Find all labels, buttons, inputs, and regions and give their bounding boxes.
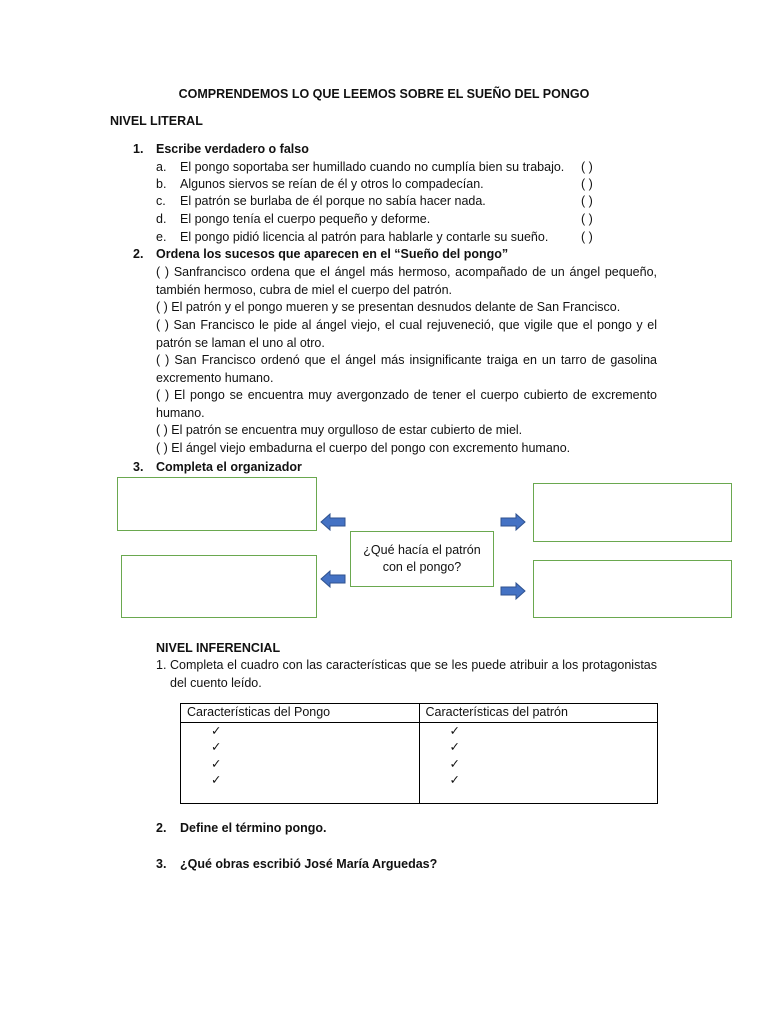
organizer-center-box: [350, 531, 494, 587]
q1-item-letter: a.: [156, 160, 167, 174]
arrow-right-icon: [500, 512, 526, 532]
q2-event: ( ) Sanfrancisco ordena que el ángel más hermoso, acompañado de un ángel pequeño, también hermoso, cubra de miel el cuerpo del patrón.: [156, 265, 657, 297]
check-icon: ✓: [211, 740, 222, 754]
q3-number: 3.: [133, 460, 144, 474]
q1-item-letter: c.: [156, 194, 166, 208]
organizer-box-bottom-left[interactable]: [121, 555, 317, 618]
organizer-center-text: ¿Qué hacía el patrón con el pongo?: [363, 543, 481, 574]
check-icon: ✓: [211, 773, 222, 787]
check-icon: ✓: [449, 756, 460, 771]
q2-heading: Ordena los sucesos que aparecen en el “Sueño del pongo”: [156, 247, 509, 261]
q2-event: ( ) El ángel viejo embadurna el cuerpo del pongo con excremento humano.: [156, 441, 571, 455]
inf3-text: ¿Qué obras escribió José María Arguedas?: [180, 857, 438, 871]
inf2-text: Define el término pongo.: [180, 821, 327, 835]
q2-event: ( ) San Francisco le pide al ángel viejo, el cual rejuveneció, que vigile que el pongo y el patrón se laman el uno al otro.: [156, 318, 657, 350]
q2-event: ( ) El pongo se encuentra muy avergonzado de tener el cuerpo cubierto de excremento humano.: [156, 388, 657, 420]
table-header-row: [181, 704, 658, 723]
table-cell-patron[interactable]: [419, 722, 658, 803]
characteristics-table: [180, 703, 658, 804]
arrow-left-icon: [320, 512, 346, 532]
q1-item-text: El patrón se burlaba de él porque no sabía hacer nada.: [180, 194, 486, 208]
inf1-number: 1.: [156, 658, 167, 672]
table-header-pongo: Características del Pongo: [181, 704, 420, 723]
q2-event: ( ) San Francisco ordenó que el ángel más insignificante traiga en un tarro de gasolina excremento humano.: [156, 353, 657, 385]
q1-item-letter: b.: [156, 177, 167, 191]
section-nivel-literal: NIVEL LITERAL: [110, 114, 203, 128]
check-icon: ✓: [449, 723, 460, 738]
inf1-text: Completa el cuadro con las características que se les puede atribuir a los protagonistas del cuento leído.: [170, 658, 657, 690]
q1-item-letter: e.: [156, 230, 167, 244]
q1-item-letter: d.: [156, 212, 167, 226]
page-title: COMPRENDEMOS LO QUE LEEMOS SOBRE EL SUEÑO DEL PONGO: [178, 87, 590, 101]
section-nivel-inferencial: NIVEL INFERENCIAL: [156, 641, 281, 655]
table-cell-pongo[interactable]: [181, 722, 420, 803]
inf2-number: 2.: [156, 821, 167, 835]
organizer-box-top-left[interactable]: [117, 477, 317, 531]
check-icon: ✓: [211, 756, 222, 771]
q1-item-blank[interactable]: ( ): [581, 230, 593, 244]
q1-item-blank[interactable]: ( ): [581, 177, 593, 191]
arrow-left-icon: [320, 569, 346, 589]
q3-heading: Completa el organizador: [156, 460, 302, 474]
q1-heading: Escribe verdadero o falso: [156, 142, 309, 156]
q1-item-blank[interactable]: ( ): [581, 212, 593, 226]
q2-event: ( ) El patrón se encuentra muy orgulloso de estar cubierto de miel.: [156, 423, 523, 437]
inf3-number: 3.: [156, 857, 167, 871]
table-header-patron: Características del patrón: [419, 704, 658, 723]
q1-item-text: El pongo soportaba ser humillado cuando no cumplía bien su trabajo.: [180, 160, 565, 174]
check-icon: ✓: [449, 773, 460, 787]
q2-event: ( ) El patrón y el pongo mueren y se presentan desnudos delante de San Francisco.: [156, 300, 621, 314]
check-icon: ✓: [449, 740, 460, 754]
table-row: [181, 722, 658, 803]
q1-number: 1.: [133, 142, 144, 156]
arrow-right-icon: [500, 581, 526, 601]
organizer-box-bottom-right[interactable]: [533, 560, 732, 618]
check-icon: ✓: [211, 723, 222, 738]
q2-number: 2.: [133, 247, 144, 261]
q1-item-text: Algunos siervos se reían de él y otros lo compadecían.: [180, 177, 484, 191]
q1-item-text: El pongo tenía el cuerpo pequeño y deforme.: [180, 212, 431, 226]
q1-item-text: El pongo pidió licencia al patrón para hablarle y contarle su sueño.: [180, 230, 549, 244]
organizer-box-top-right[interactable]: [533, 483, 732, 542]
q1-item-blank[interactable]: ( ): [581, 160, 593, 174]
q1-item-blank[interactable]: ( ): [581, 194, 593, 208]
